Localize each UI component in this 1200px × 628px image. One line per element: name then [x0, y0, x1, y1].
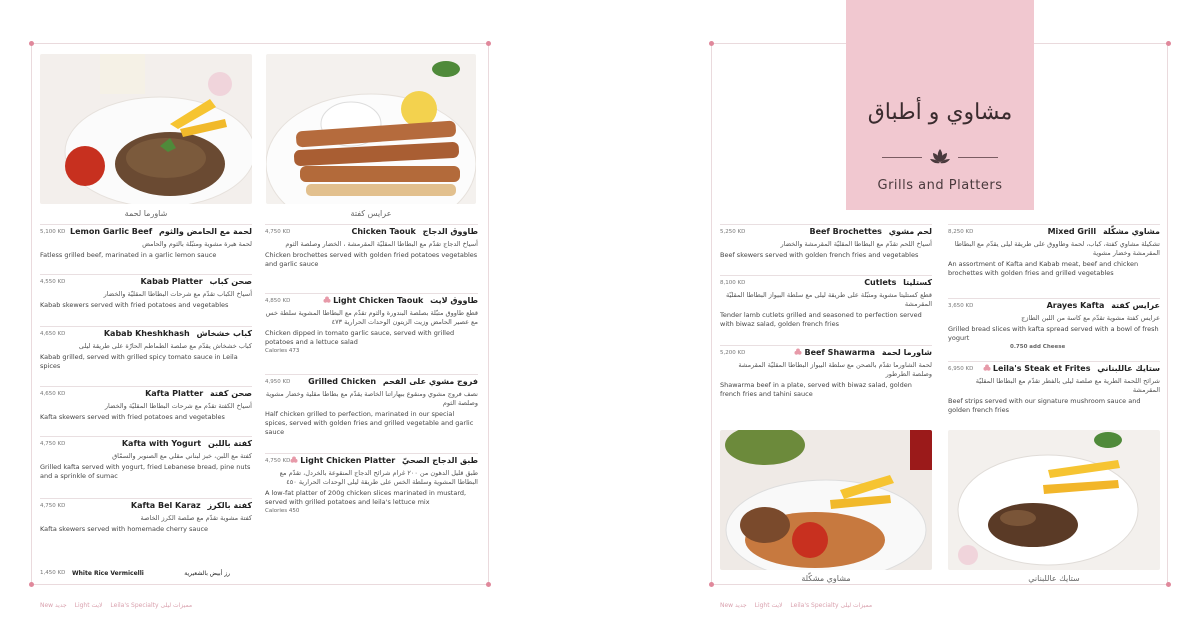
corner-dot	[29, 582, 34, 587]
menu-item	[265, 293, 478, 354]
menu-item	[948, 224, 1160, 278]
item-name-en: Leila's Steak et Frites	[992, 364, 1091, 373]
item-name-en: Beef Shawarma	[804, 348, 876, 357]
item-name-en: Lemon Garlic Beef	[70, 227, 153, 236]
menu-item	[265, 374, 478, 437]
item-name-ar: ستايك عاللبناني	[1097, 364, 1160, 373]
item-description-en: Fatless grilled beef, marinated in a garlic lemon sauce	[40, 251, 217, 259]
menu-item	[40, 386, 252, 422]
item-description-en: Kabab grilled, served with grilled spicy tomato sauce in Leila spices	[40, 353, 238, 370]
light-icon	[290, 456, 298, 464]
item-description-en: Grilled bread slices with kafta spread served with a bowl of fresh yogurt	[948, 325, 1159, 342]
item-price: 4,950 KD	[265, 379, 291, 385]
legend-specialty: Leila's Specialty مميزات ليلى	[790, 602, 873, 609]
item-name-ar: لحم مشوي	[888, 227, 932, 236]
shawarma-photo	[40, 54, 252, 204]
specialty-icon	[794, 348, 802, 356]
item-description-ar: أسياخ الدجاج تقدّم مع البطاطا المقليّة المقرمشة ، الخضار وصلصة الثوم	[285, 240, 478, 248]
item-price: 4,550 KD	[40, 279, 66, 285]
item-description-ar: كفتة مشوية تقدّم مع صلصة الكرز الخاصة	[140, 514, 252, 522]
legend-light: Light لايت	[754, 602, 783, 609]
corner-dot	[486, 41, 491, 46]
rice-side-item	[40, 570, 230, 580]
legend-light: Light لايت	[74, 602, 103, 609]
photo-caption: عرايس كفتة	[350, 209, 392, 218]
photo-caption: مشاوي مشكّلة	[801, 574, 851, 583]
item-calories: Calories 473	[265, 348, 300, 354]
menu-item	[948, 361, 1160, 415]
item-description-ar: لحمة الشاورما تقدّم بالصحن مع سلطة البيواز البطاطا المقليّة المقرمشة وصلصة الطرطور	[738, 361, 932, 378]
item-description-en: Kafta skewers served with fried potatoes and vegetables	[40, 413, 225, 421]
item-name-ar: صحن كباب	[209, 277, 252, 286]
item-name-en: Light Chicken Platter	[300, 456, 396, 465]
item-name-en: Kafta Platter	[145, 389, 204, 398]
item-description-ar: أسياخ الكباب تقدّم مع شرحات البطاطا المقليّة والخضار	[103, 290, 252, 298]
item-description-ar: لحمة هبرة مشوية ومتبّلة بالثوم والحامض	[142, 240, 252, 248]
menu-item	[265, 453, 478, 514]
item-name-en: White Rice Vermicelli	[72, 570, 144, 577]
menu-item	[720, 224, 932, 260]
menu-item	[40, 498, 252, 534]
item-name-en: Light Chicken Taouk	[333, 296, 424, 305]
menu-item	[720, 345, 932, 399]
item-name-ar: طاووق الدجاج	[422, 227, 478, 236]
section-banner	[846, 0, 1034, 210]
item-description-ar: طبق قليل الدهون من ٢٠٠ غرام شرائح الدجاج المنقوعة بالخردل، تقدّم مع البطاطا المشوية وسلطة الخس على طريقة ليلى الوحدات الحرارية ٤٥٠	[279, 469, 478, 486]
item-price: 3,650 KD	[948, 303, 974, 309]
item-price: 4,750 KD	[40, 441, 66, 447]
divider	[882, 157, 922, 158]
lotus-icon	[929, 147, 951, 167]
item-description-en: An assortment of Kafta and Kabab meat, beef and chicken brochettes with golden fries and grilled vegetables	[948, 260, 1139, 277]
menu-item	[720, 275, 932, 329]
mixed-grill-photo	[720, 430, 932, 570]
legend-new: New جديد	[40, 602, 67, 609]
item-price: 6,950 KD	[948, 366, 974, 372]
item-description-en: Kabab skewers served with fried potatoes and vegetables	[40, 301, 229, 309]
item-name-ar: صحن كفتة	[209, 389, 252, 398]
steak-frites-photo	[948, 430, 1160, 570]
corner-dot	[709, 41, 714, 46]
divider	[958, 157, 998, 158]
item-name-en: Kabab Platter	[140, 277, 203, 286]
menu-item	[40, 274, 252, 310]
item-name-en: Kabab Kheshkhash	[103, 329, 190, 338]
item-name-ar: طبق الدجاج الصحيّ	[402, 456, 478, 465]
item-name-ar: لحمة مع الحامض والثوم	[158, 227, 252, 236]
item-description-ar: شرائح اللحمة الطرية مع صلصة ليلى بالفطر تقدّم مع البطاطا المقليّة المقرمشة	[975, 377, 1160, 394]
item-description-en: Beef strips served with our signature mushroom sauce and golden french fries	[948, 397, 1141, 414]
legend	[720, 602, 878, 609]
item-description-en: Tender lamb cutlets grilled and seasoned to perfection served with biwaz salad, golden french fries	[720, 311, 922, 328]
item-price: 4,650 KD	[40, 331, 66, 337]
legend-specialty: Leila's Specialty مميزات ليلى	[110, 602, 193, 609]
item-description-ar: تشكيلة مشاوي كفتة، كباب، لحمة وطاووق على طريقة ليلى يقدّم مع البطاطا المقرمشة وخضار مشوية	[954, 240, 1160, 257]
item-description-ar: أسياخ الكفتة تقدّم مع شرحات البطاطا المقليّة والخضار	[104, 402, 252, 410]
item-name-ar: مشاوي مشكّلة	[1102, 227, 1160, 236]
section-title-en: Grills and Platters	[877, 178, 1003, 193]
item-description-en: Chicken brochettes served with golden fried potatoes vegetables and garlic sauce	[265, 251, 478, 268]
item-name-ar: طاووق لايت	[430, 296, 478, 305]
item-name-ar: شاورما لحمة	[881, 348, 932, 357]
left-menu-page	[0, 0, 520, 628]
item-description-ar: قطع طاووق متبّلة بصلصة البندورة والثوم تقدّم مع البطاطا المشوية سلطة خس مع عصير الحامض وزيت الزيتون الوحدات الحرارية ٤٧٣	[265, 309, 478, 326]
item-price: 4,750 KD	[40, 503, 66, 509]
item-price: 4,850 KD	[265, 298, 291, 304]
item-extra: 0.750 add Cheese	[1010, 344, 1066, 350]
item-name-ar: عرايس كفتة	[1111, 301, 1160, 310]
item-price: 4,750 KD	[265, 229, 291, 235]
legend	[40, 602, 198, 609]
specialty-icon	[983, 364, 991, 372]
item-description-en: Kafta skewers served with homemade cherry sauce	[40, 525, 209, 533]
item-description-en: Shawarma beef in a plate, served with biwaz salad, golden french fries and tahini sauce	[720, 381, 912, 398]
item-price: 4,750 KD	[265, 458, 291, 464]
item-description-en: Chicken dipped in tomato garlic sauce, served with grilled potatoes and a lettuce salad	[265, 329, 455, 346]
arayes-kafta-photo	[266, 54, 476, 204]
item-description-en: A low-fat platter of 200g chicken slices marinated in mustard, served with grilled potatoes and leila's lettuce mix	[265, 489, 467, 506]
menu-item	[265, 224, 478, 269]
item-name-ar: فروج مشوي على الفحم	[382, 377, 478, 386]
item-description-ar: نصف فروج مشوي ومنقوع ببهاراتنا الخاصة يقدّم مع بطاطا مقلية وخضار مشوية وصلصة الثوم	[265, 390, 478, 407]
menu-item	[40, 436, 252, 481]
item-price: 8,100 KD	[720, 280, 746, 286]
item-price: 4,650 KD	[40, 391, 66, 397]
item-name-en: Grilled Chicken	[308, 377, 377, 386]
item-description-en: Grilled kafta served with yogurt, fried Lebanese bread, pine nuts and a sprinkle of sumac	[40, 463, 251, 480]
item-name-ar: كفتة باللبن	[207, 439, 252, 448]
item-name-en: Chicken Taouk	[351, 227, 416, 236]
item-price: 1,450 KD	[40, 570, 66, 576]
item-description-en: Beef skewers served with golden french fries and vegetables	[720, 251, 919, 259]
item-description-ar: قطع كستليتا مشوية ومتبّلة على طريقة ليلى مع سلطة البيواز البطاطا المقليّة المقرمشة	[726, 291, 932, 308]
item-name-ar: رز أبيض بالشعيرية	[184, 570, 230, 577]
item-description-ar: عرايس كفتة مشوية تقدّم مع كاسة من اللبن الطازج	[1021, 314, 1160, 322]
menu-item	[948, 298, 1160, 350]
item-name-ar: كستليتا	[903, 278, 932, 287]
corner-dot	[486, 582, 491, 587]
menu-item	[40, 224, 252, 260]
item-name-ar: كفتة بالكرز	[207, 501, 252, 510]
corner-dot	[1166, 41, 1171, 46]
legend-new: New جديد	[720, 602, 747, 609]
item-name-en: Cutlets	[864, 278, 897, 287]
item-price: 5,100 KD	[40, 229, 66, 235]
item-price: 5,250 KD	[720, 229, 746, 235]
item-name-ar: كباب خشخاش	[196, 329, 252, 338]
item-description-en: Half chicken grilled to perfection, marinated in our special spices, served with golden fries and grilled vegetable and garlic sauce	[265, 410, 474, 436]
light-icon	[323, 296, 331, 304]
item-description-ar: كفتة مع اللبن، خبز لبناني مقلي مع الصنوبر والسمّاق	[112, 452, 252, 460]
photo-caption: شاورما لحمة	[124, 209, 168, 218]
corner-dot	[1166, 582, 1171, 587]
item-name-en: Kafta Bel Karaz	[130, 501, 201, 510]
item-price: 8,250 KD	[948, 229, 974, 235]
item-calories: Calories 450	[265, 508, 300, 514]
corner-dot	[29, 41, 34, 46]
item-description-ar: أسياخ اللحم تقدّم مع البطاطا المقليّة المقرمشة والخضار	[780, 240, 932, 248]
item-name-en: Kafta with Yogurt	[121, 439, 202, 448]
item-description-ar: كباب خشخاش يقدّم مع صلصة الطماطم الحارّة على طريقة ليلى	[78, 342, 252, 350]
item-name-en: Mixed Grill	[1047, 227, 1097, 236]
item-name-en: Arayes Kafta	[1046, 301, 1105, 310]
item-price: 5,200 KD	[720, 350, 746, 356]
corner-dot	[709, 582, 714, 587]
menu-item	[40, 326, 252, 371]
section-title-ar: مشاوي و أطباق	[867, 100, 1013, 125]
photo-caption: ستايك عاللبناني	[1028, 574, 1080, 583]
item-name-en: Beef Brochettes	[809, 227, 882, 236]
